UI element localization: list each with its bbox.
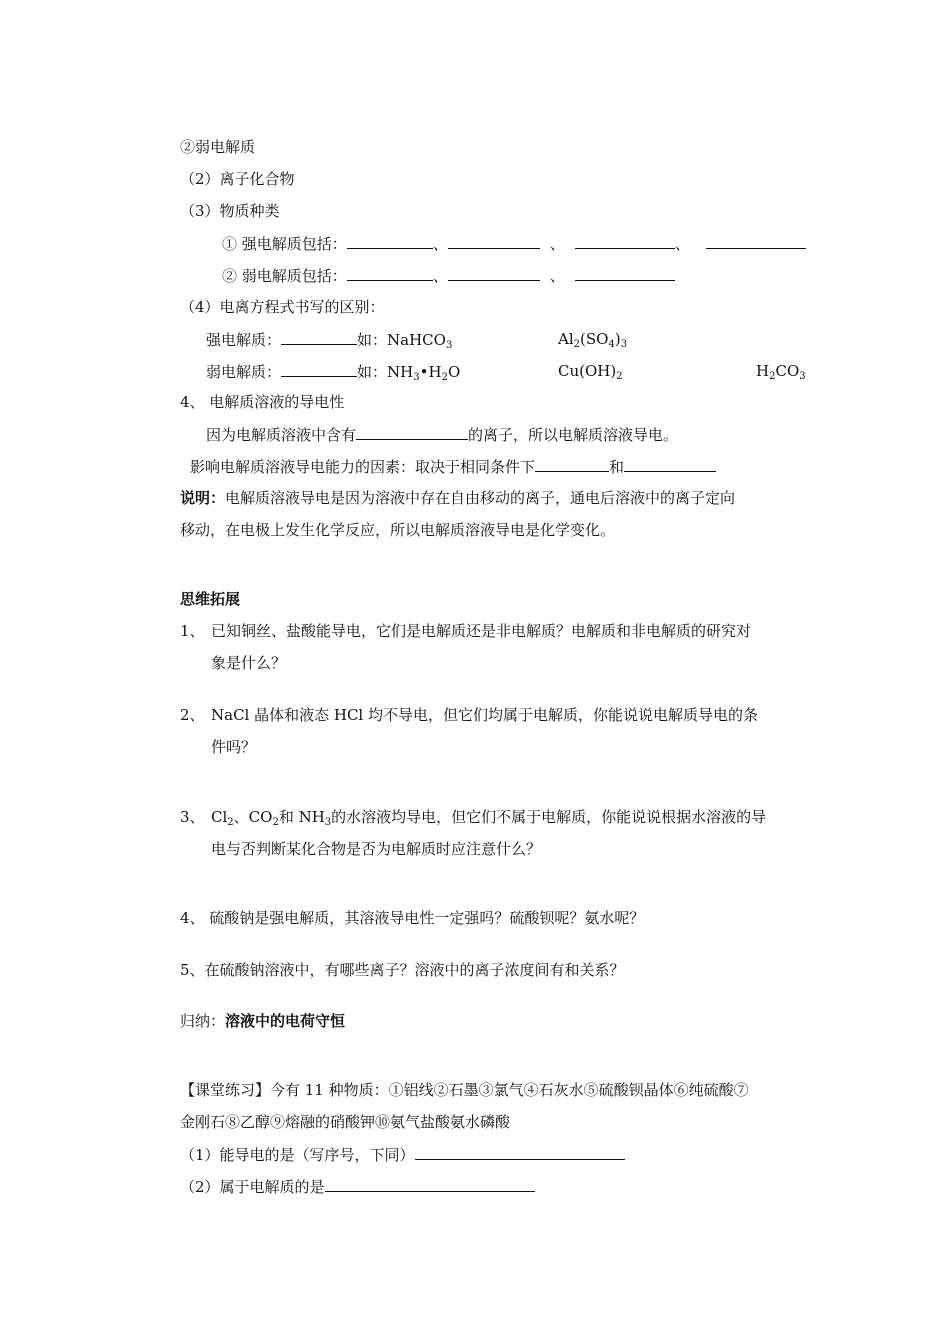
answer-blank[interactable] (448, 265, 540, 281)
answer-blank[interactable] (281, 361, 357, 377)
weak-include-label: ② 弱电解质包括： (222, 267, 347, 285)
substance-category-heading: （3）物质种类 (180, 202, 280, 220)
answer-blank[interactable] (281, 329, 357, 345)
answer-blank[interactable] (575, 233, 675, 249)
formula-cuoh2: $Cu(OH)_2$ (558, 362, 623, 382)
conductivity-title: 4、 电解质溶液的导电性 (180, 393, 345, 411)
strong-ionization-line: 强电解质： 如：NaHCO$_3$ (206, 331, 453, 351)
question-1: 1、 已知铜丝、盐酸能导电，它们是电解质还是非电解质？电解质和非电解质的研究对 (180, 622, 752, 640)
formula-al2so43: $Al_2(SO_4)_3$ (558, 330, 628, 350)
note-label: 说明： (180, 489, 226, 507)
question-2: 2、 NaCl 晶体和液态 HCl 均不导电，但它们均属于电解质，你能说说电解质导电的条 (180, 706, 759, 724)
strong-include-line: ① 强电解质包括： 、 、 、 (222, 233, 806, 254)
answer-blank[interactable] (624, 456, 716, 472)
conductivity-line2: 影响电解质溶液导电能力的因素：取决于相同条件下 和 (190, 456, 716, 477)
answer-blank[interactable] (356, 424, 468, 440)
answer-blank[interactable] (415, 1144, 625, 1160)
answer-blank[interactable] (448, 233, 540, 249)
practice-line1: 【课堂练习】今有 11 种物质：①铝线②石墨③氯气④石灰水⑤硫酸钡晶体⑥纯硫酸⑦ (180, 1081, 749, 1099)
question-4: 4、 硫酸钠是强电解质，其溶液导电性一定强吗？硫酸钡呢？氨水呢？ (180, 909, 645, 927)
question-3: 3、 $Cl_2$、$CO_2$和 $NH_3$的水溶液均导电，但它们不属于电解质，你能说说根据水溶液的导 (180, 808, 767, 828)
answer-blank[interactable] (535, 456, 609, 472)
thinking-title: 思维拓展 (180, 590, 241, 608)
summary-line: 归纳：溶液中的电荷守恒 (180, 1012, 346, 1030)
answer-blank[interactable] (325, 1176, 535, 1192)
practice-line2: 金刚石⑧乙醇⑨熔融的硝酸钾⑩氨气盐酸氨水磷酸 (180, 1113, 511, 1131)
practice-q1: （1）能导电的是（写序号，下同） (180, 1144, 625, 1165)
answer-blank[interactable] (575, 265, 675, 281)
question-1-cont: 象是什么？ (211, 654, 287, 672)
formula-nahco3: NaHCO$_3$ (387, 331, 453, 351)
ionization-title: （4）电离方程式书写的区别： (180, 298, 385, 316)
note-line2: 移动，在电极上发生化学反应，所以电解质溶液导电是化学变化。 (180, 521, 616, 539)
answer-blank[interactable] (706, 233, 806, 249)
ionic-compound-heading: （2）离子化合物 (180, 170, 295, 188)
weak-ionization-line: 弱电解质： 如：$NH_3•H_2O$ (206, 363, 461, 383)
question-2-cont: 件吗？ (211, 738, 257, 756)
answer-blank[interactable] (347, 233, 433, 249)
weak-electrolyte-heading: ②弱电解质 (180, 138, 256, 156)
weak-include-line: ② 弱电解质包括： 、 、 (222, 265, 675, 286)
conductivity-line1: 因为电解质溶液中含有 的离子，所以电解质溶液导电。 (206, 426, 679, 444)
practice-q2: （2）属于电解质的是 (180, 1176, 535, 1197)
formula-h2co3: $H_2CO_3$ (756, 362, 806, 382)
question-3-cont: 电与否判断某化合物是否为电解质时应注意什么？ (211, 840, 542, 858)
answer-blank[interactable] (347, 265, 433, 281)
question-5: 5、在硫酸钠溶液中，有哪些离子？溶液中的离子浓度间有和关系？ (180, 961, 625, 979)
strong-include-label: ① 强电解质包括： (222, 235, 347, 253)
formula-nh3h2o: $NH_3•H_2O$ (387, 363, 461, 383)
note-line1: 说明：电解质溶液导电是因为溶液中存在自由移动的离子，通电后溶液中的离子定向 (180, 489, 736, 507)
